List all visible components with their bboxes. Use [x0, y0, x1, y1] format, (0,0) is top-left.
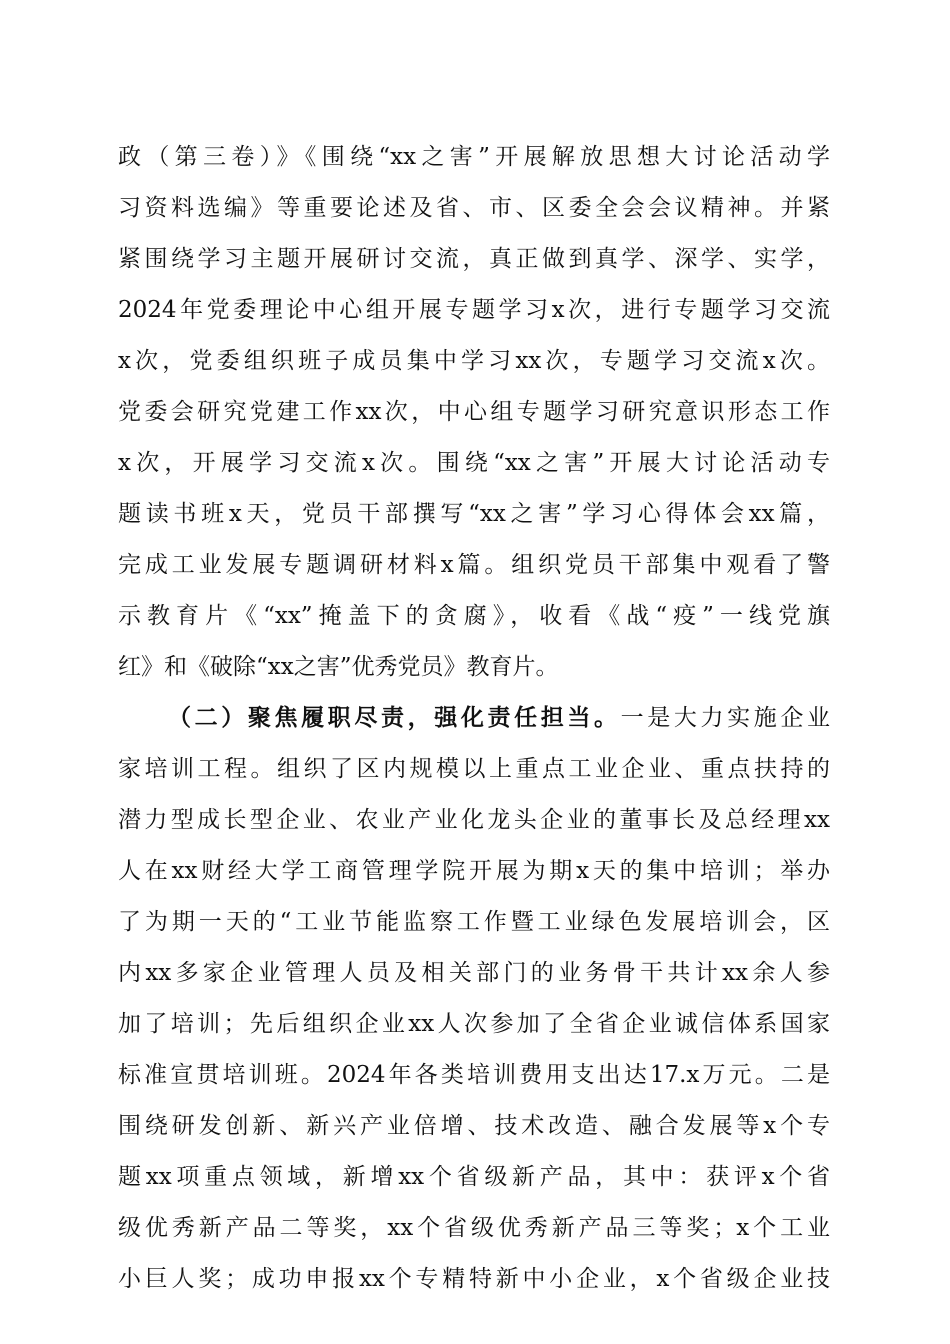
paragraph-2-line-7: 加了培训；先后组织企业xx人次参加了全省企业诚信体系国家: [118, 1011, 830, 1037]
paragraph-1-line-8: 题读书班x天，党员干部撰写“xx之害”学习心得体会xx篇，: [118, 501, 830, 527]
paragraph-1-line-2: 习资料选编》等重要论述及省、市、区委全会会议精神。并紧: [118, 195, 830, 221]
paragraph-2-line-5: 了为期一天的“工业节能监察工作暨工业绿色发展培训会，区: [118, 909, 830, 935]
paragraph-2-line-1: [168, 703, 830, 733]
paragraph-1-line-5: x次，党委组织班子成员集中学习xx次，专题学习交流x次。: [118, 348, 830, 374]
paragraph-2-line-12: 小巨人奖；成功申报xx个专精特新中小企业，x个省级企业技: [118, 1266, 830, 1292]
paragraph-2-line-8: 标准宣贯培训班。2024年各类培训费用支出达17.x万元。二是: [118, 1062, 830, 1088]
paragraph-1-line-6: 党委会研究党建工作xx次，中心组专题学习研究意识形态工作: [118, 399, 830, 425]
paragraph-2-line-1-rest: 一是大力实施企业: [620, 705, 830, 731]
paragraph-1-line-9: 完成工业发展专题调研材料x篇。组织党员干部集中观看了警: [118, 552, 830, 578]
paragraph-2-line-10: 题xx项重点领域，新增xx个省级新产品，其中：获评x个省: [118, 1164, 830, 1190]
paragraph-2-line-11: 级优秀新产品二等奖，xx个省级优秀新产品三等奖；x个工业: [118, 1215, 830, 1241]
paragraph-2-line-2: 家培训工程。组织了区内规模以上重点工业企业、重点扶持的: [118, 756, 830, 782]
section-heading: （二）聚焦履职尽责，强化责任担当。: [168, 705, 621, 731]
paragraph-2-line-9: 围绕研发创新、新兴产业倍增、技术改造、融合发展等x个专: [118, 1113, 830, 1139]
paragraph-1-line-7: x次，开展学习交流x次。围绕“xx之害”开展大讨论活动专: [118, 450, 830, 476]
paragraph-2-line-3: 潜力型成长型企业、农业产业化龙头企业的董事长及总经理xx: [118, 807, 830, 833]
paragraph-1-line-4: 2024年党委理论中心组开展专题学习x次，进行专题学习交流: [118, 297, 830, 323]
paragraph-1-line-10: 示教育片《“xx”掩盖下的贪腐》，收看《战“疫”一线党旗: [118, 603, 830, 629]
paragraph-2-line-4: 人在xx财经大学工商管理学院开展为期x天的集中培训；举办: [118, 858, 830, 884]
paragraph-1-line-11: 红》和《破除“xx之害”优秀党员》教育片。: [118, 654, 559, 680]
paragraph-2-line-6: 内xx多家企业管理人员及相关部门的业务骨干共计xx余人参: [118, 960, 830, 986]
paragraph-1-line-1: 政（第三卷）》《围绕“xx之害”开展解放思想大讨论活动学: [118, 144, 830, 170]
paragraph-1-line-3: 紧围绕学习主题开展研讨交流，真正做到真学、深学、实学，: [118, 246, 830, 272]
